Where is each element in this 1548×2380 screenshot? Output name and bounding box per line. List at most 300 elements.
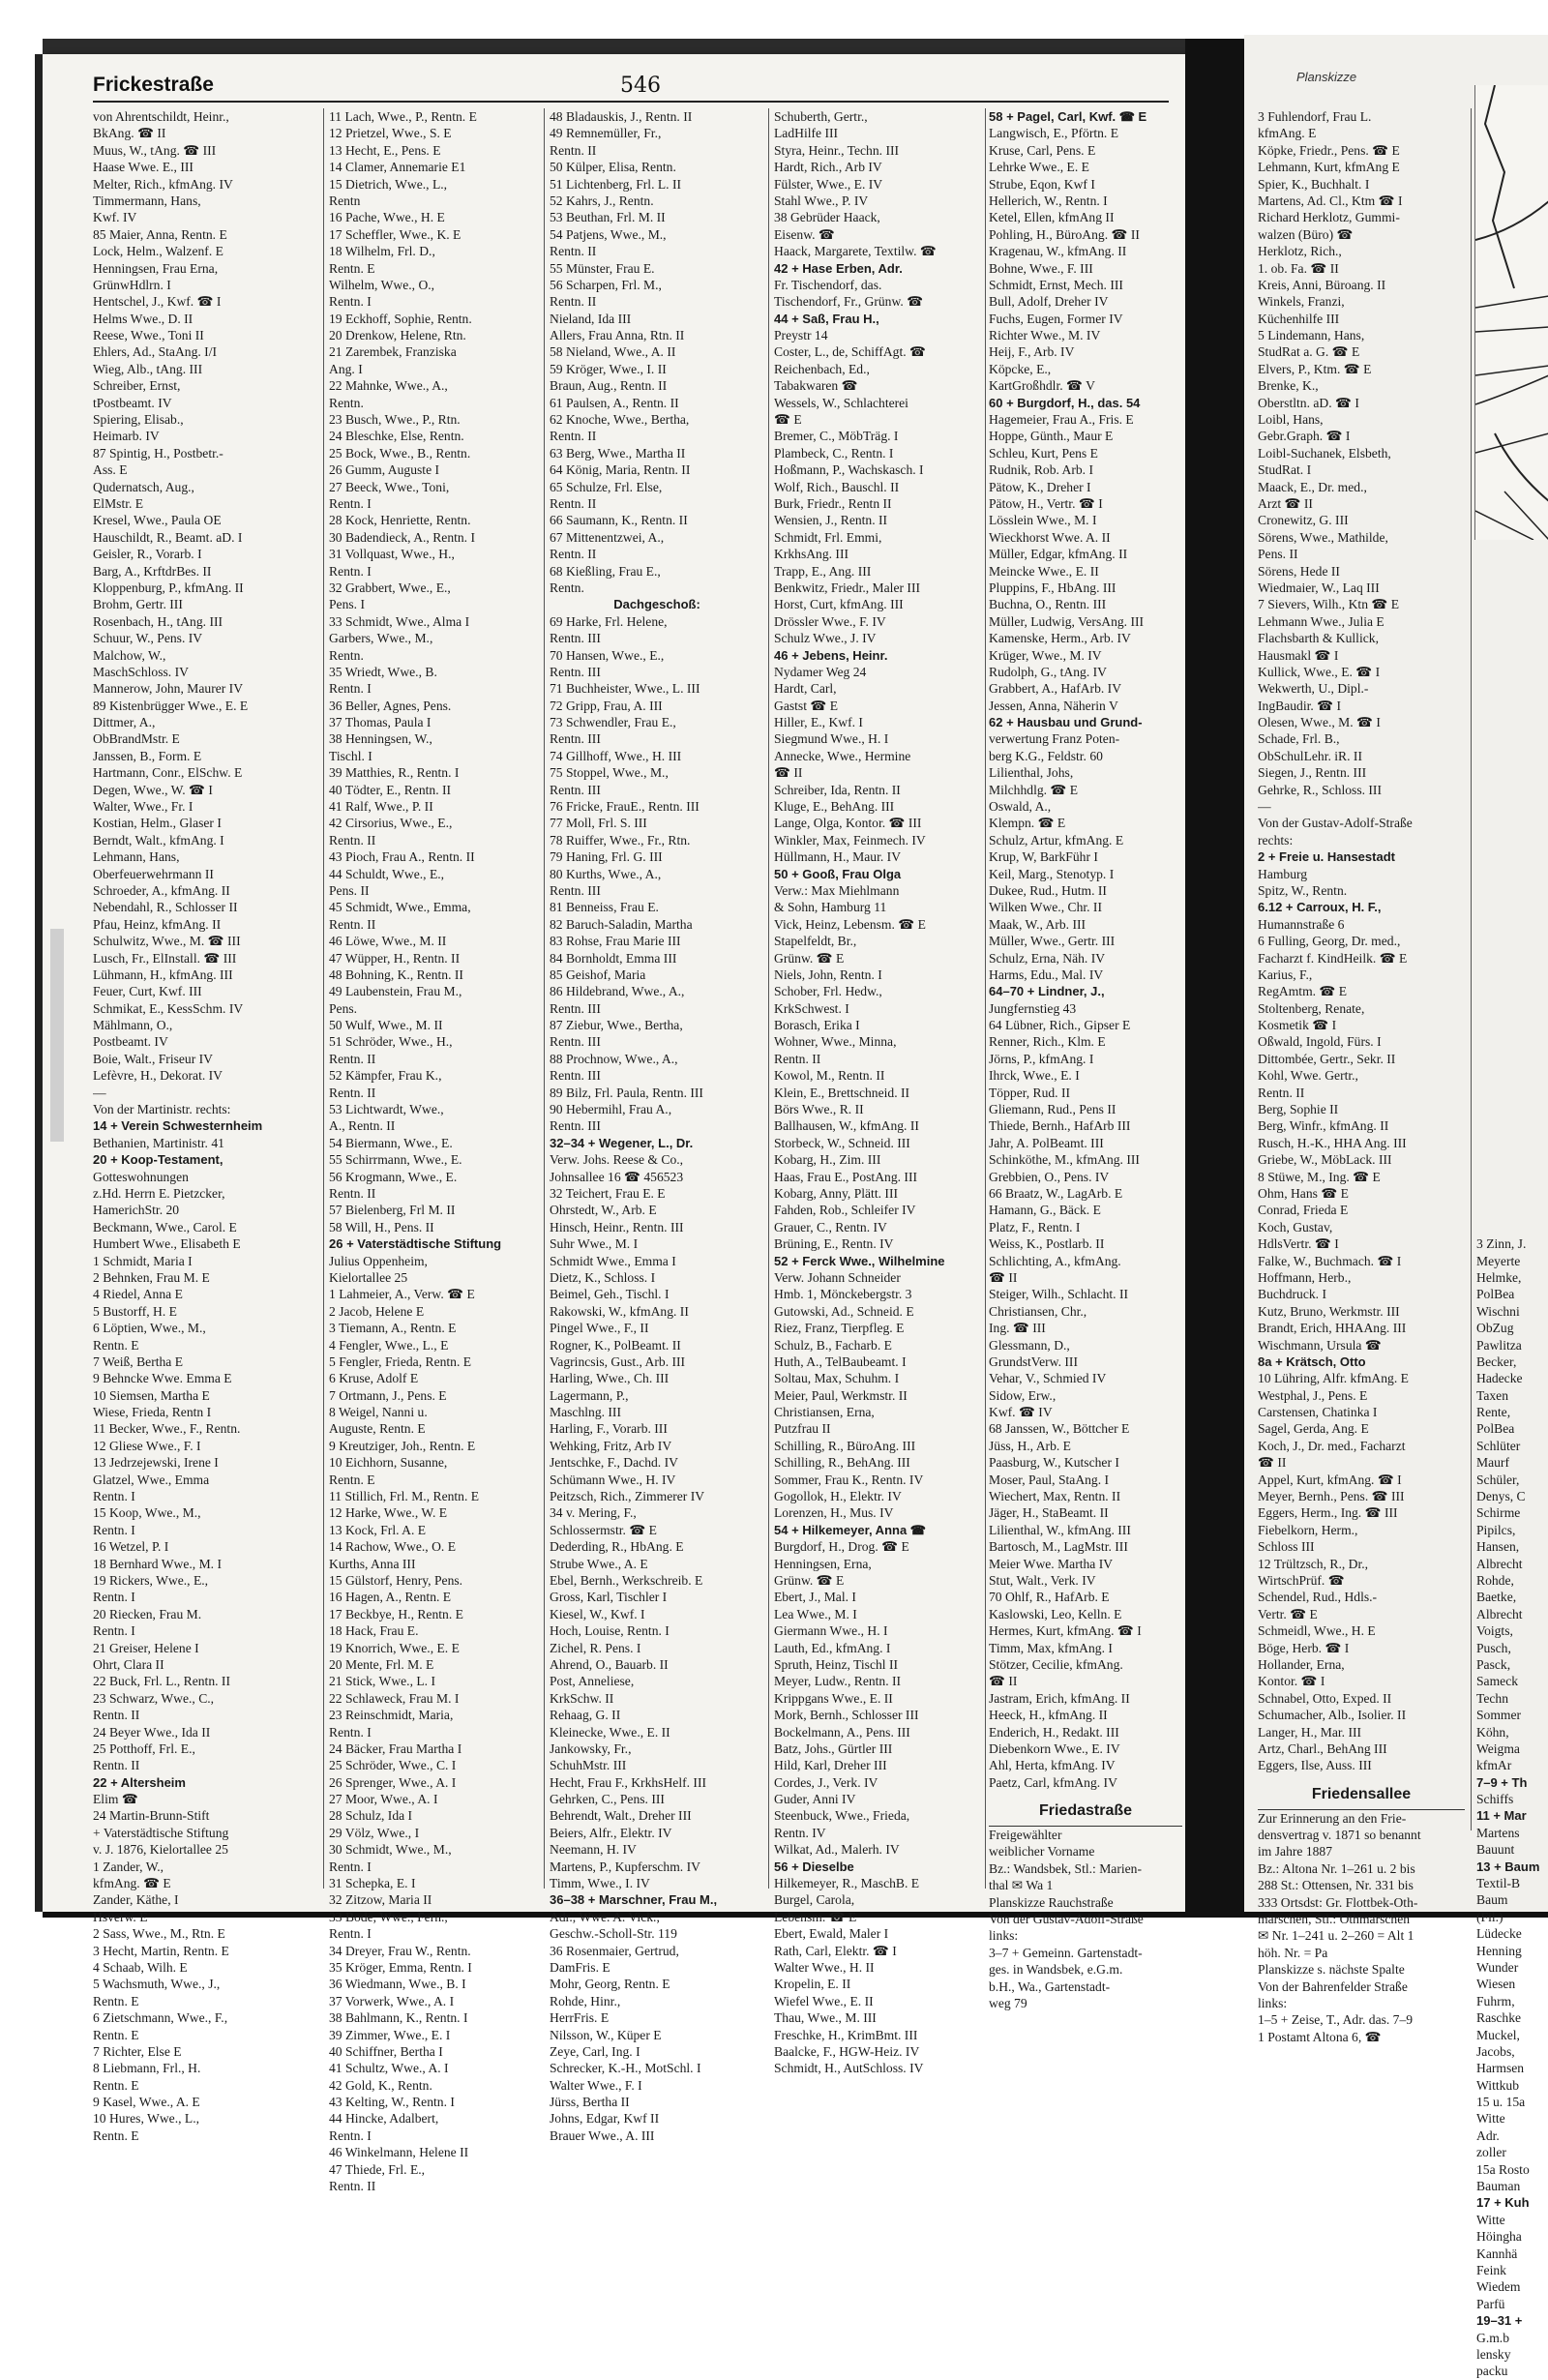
directory-entry: Kutz, Bruno, Werkmstr. III — [1258, 1303, 1400, 1319]
directory-entry: Müller, Ludwig, VersAng. III — [989, 613, 1145, 629]
directory-entry: Kohl, Wwe. Gertr., — [1258, 1068, 1358, 1084]
directory-entry: Lühmann, H., kfmAng. III — [93, 967, 233, 982]
directory-entry: Rentn. II — [550, 547, 597, 562]
directory-entry: ☎ II — [989, 1269, 1018, 1285]
directory-entry: Langwisch, E., Pförtn. E — [989, 126, 1119, 141]
directory-entry: Muus, W., tAng. ☎ III — [93, 142, 217, 158]
directory-entry: Gutowski, Ad., Schneid. E — [774, 1303, 914, 1319]
directory-entry: 68 Kießling, Frau E., — [550, 563, 661, 579]
directory-entry: Schnabel, Otto, Exped. II — [1258, 1690, 1392, 1706]
street-section-title: Friedastraße — [989, 1797, 1182, 1827]
directory-entry: Humbert Wwe., Elisabeth E — [93, 1236, 241, 1252]
directory-entry: Ang. I — [329, 361, 363, 376]
directory-entry: Auguste, Rentn. E — [329, 1421, 426, 1437]
directory-entry: Benkwitz, Friedr., Maler III — [774, 580, 920, 595]
directory-entry: Drössler Wwe., F. IV — [774, 613, 886, 629]
directory-entry: Rehaag, G. II — [550, 1708, 621, 1723]
directory-entry: Herklotz, Rich., — [1258, 244, 1342, 259]
page-number: 546 — [620, 74, 661, 98]
directory-entry: — — [93, 1085, 106, 1100]
directory-entry: 25 Schröder, Wwe., C. I — [329, 1758, 457, 1773]
directory-entry: PolBea — [1476, 1421, 1515, 1437]
directory-entry: 80 Kurths, Wwe., A., — [550, 866, 662, 881]
directory-entry: Rentn. II — [329, 1085, 376, 1100]
directory-entry: Kloppenburg, P., kfmAng. II — [93, 580, 244, 595]
directory-entry: Denys, C — [1476, 1489, 1526, 1504]
directory-entry: Schlossermstr. ☎ E — [550, 1522, 657, 1537]
directory-entry: Huth, A., TelBaubeamt. I — [774, 1354, 907, 1369]
directory-entry: Lusch, Fr., ElInstall. ☎ III — [93, 950, 237, 966]
directory-entry: Qudernatsch, Aug., — [93, 479, 194, 494]
directory-entry — [1476, 764, 1546, 781]
directory-entry — [1476, 680, 1546, 697]
column-3 — [550, 108, 764, 2144]
directory-entry: Rentn. I — [329, 1926, 372, 1942]
directory-entry: 49 Remnemüller, Fr., — [550, 126, 662, 141]
directory-entry: Putzfrau II — [774, 1421, 831, 1437]
directory-entry: Lebensm. ☎ E — [774, 1909, 857, 1924]
directory-entry: Plambeck, C., Rentn. I — [774, 445, 894, 461]
directory-entry: Töpper, Rud. II — [989, 1085, 1071, 1100]
directory-entry: Meincke Wwe., E. II — [989, 563, 1099, 579]
directory-entry: Bauman — [1476, 2179, 1521, 2194]
directory-entry: Nebendahl, R., Schlosser II — [93, 900, 238, 915]
directory-entry: 16 Wetzel, P. I — [93, 1539, 169, 1555]
directory-entry: ObSchulLehr. iR. II — [1258, 748, 1362, 763]
directory-entry: Maurf — [1476, 1455, 1509, 1471]
directory-entry: 32–34 + Wegener, L., Dr. — [550, 1135, 694, 1150]
directory-entry: Haas, Frau E., PostAng. III — [774, 1169, 917, 1184]
directory-entry: Vehar, V., Schmied IV — [989, 1371, 1107, 1386]
directory-entry: 20 Riecken, Frau M. — [93, 1606, 202, 1621]
directory-entry: 3 Fuhlendorf, Frau L. — [1258, 109, 1372, 124]
directory-entry: Braun, Aug., Rentn. II — [550, 378, 668, 394]
directory-entry: 78 Ruiffer, Wwe., Fr., Rtn. — [550, 832, 691, 848]
directory-entry: Schrecker, K.-H., MotSchl. I — [550, 2061, 701, 2076]
directory-entry: Rentn. II — [550, 142, 597, 158]
directory-entry: Schulz, B., Facharb. E — [774, 1337, 892, 1353]
column-4 — [774, 108, 981, 2077]
directory-entry: Giermann Wwe., H. I — [774, 1623, 888, 1639]
directory-entry: Hadecke — [1476, 1371, 1523, 1386]
directory-entry: Lauth, Ed., kfmAng. I — [774, 1640, 891, 1655]
directory-entry: 8 Liebmann, Frl., H. — [93, 2061, 201, 2076]
directory-entry: 15 u. 15a — [1476, 2095, 1526, 2110]
directory-entry: Rentn. I — [93, 1489, 135, 1504]
directory-entry: Wilken Wwe., Chr. II — [989, 900, 1102, 915]
directory-entry — [1476, 563, 1546, 580]
directory-entry: Müller, Edgar, kfmAng. II — [989, 547, 1128, 562]
directory-entry: Nydamer Weg 24 — [774, 664, 867, 679]
directory-entry: Müller, Wwe., Gertr. III — [989, 934, 1116, 949]
directory-entry: Kropelin, E. II — [774, 1977, 851, 1992]
directory-entry: Freschke, H., KrimBmt. III — [774, 2027, 918, 2042]
directory-entry: Trapp, E., Ang. III — [774, 563, 872, 579]
directory-entry: Rentn. I — [329, 294, 372, 310]
directory-entry: Behrendt, Walt., Dreher III — [550, 1808, 692, 1824]
directory-entry: Wilkat, Ad., Malerh. IV — [774, 1842, 900, 1858]
column-separator — [768, 108, 769, 1889]
directory-entry: ☎ E — [774, 412, 802, 428]
directory-entry: 62 Knoche, Wwe., Bertha, — [550, 412, 690, 428]
directory-entry: Jankowsky, Fr., — [550, 1740, 632, 1756]
directory-entry: 15 Dietrich, Wwe., L., — [329, 176, 448, 192]
directory-entry: 48 Bladauskis, J., Rentn. II — [550, 109, 693, 124]
directory-entry: Muckel, — [1476, 2027, 1520, 2042]
directory-entry: 17 Scheffler, Wwe., K. E — [329, 226, 461, 242]
directory-entry: Lilienthal, W., kfmAng. III — [989, 1522, 1131, 1537]
directory-entry: 52 Kämpfer, Frau K., — [329, 1068, 442, 1084]
directory-entry: 79 Haning, Frl. G. III — [550, 849, 663, 865]
street-section-line: 1–5 + Zeise, T., Adr. das. 7–9 — [1258, 2012, 1414, 2028]
directory-entry: Henningsen, Frau Erna, — [93, 260, 219, 276]
directory-entry: Hauschildt, R., Beamt. aD. I — [93, 529, 243, 545]
directory-entry: Wohner, Wwe., Minna, — [774, 1034, 897, 1050]
directory-entry: Steiger, Wilh., Schlacht. II — [989, 1287, 1129, 1302]
directory-entry: 11 + Mar — [1476, 1808, 1527, 1824]
directory-entry: Haase Wwe. E., III — [93, 160, 194, 175]
directory-entry: Hild, Karl, Dreher III — [774, 1758, 887, 1773]
directory-entry: Stut, Walt., Verk. IV — [989, 1572, 1096, 1588]
directory-entry — [1476, 1051, 1546, 1067]
directory-entry: Verw. Johann Schneider — [774, 1269, 901, 1285]
directory-entry: Spier, K., Buchhalt. I — [1258, 176, 1370, 192]
directory-entry: Schulz Wwe., J. IV — [774, 631, 877, 646]
directory-entry: Schuur, W., Pens. IV — [93, 631, 203, 646]
directory-entry: Eggers, Ilse, Auss. III — [1258, 1758, 1372, 1773]
directory-entry: Krup, W, BarkFühr I — [989, 849, 1098, 865]
directory-entry: 22 Schlaweck, Frau M. I — [329, 1690, 460, 1706]
directory-entry: 48 Bohning, K., Rentn. II — [329, 967, 463, 982]
directory-entry: Garbers, Wwe., M., — [329, 631, 433, 646]
directory-entry: Sommer, Frau K., Rentn. IV — [774, 1472, 924, 1487]
directory-entry: Spitz, W., Rentn. — [1258, 882, 1348, 898]
directory-entry: Rakowski, W., kfmAng. II — [550, 1303, 689, 1319]
directory-entry: Gehrken, C., Pens. III — [550, 1792, 665, 1807]
directory-entry: Wiesen — [1476, 1977, 1516, 1992]
directory-entry: kfmAng. ☎ E — [93, 1876, 171, 1891]
directory-entry: 34 v. Mering, F., — [550, 1505, 637, 1521]
directory-entry: Burk, Friedr., Rentn II — [774, 495, 892, 511]
street-section-line: Bz.: Altona Nr. 1–261 u. 2 bis — [1258, 1860, 1415, 1876]
directory-entry: Kontor. ☎ I — [1258, 1674, 1325, 1689]
directory-entry: Diebenkorn Wwe., E. IV — [989, 1740, 1120, 1756]
directory-entry: 36 Beller, Agnes, Pens. — [329, 698, 452, 713]
street-section-title: Friedensallee — [1258, 1780, 1465, 1810]
directory-entry: Kamenske, Herm., Arb. IV — [989, 631, 1131, 646]
directory-entry: Martens, P., Kupferschm. IV — [550, 1859, 700, 1874]
directory-entry: Wieckhorst Wwe. A. II — [989, 529, 1111, 545]
directory-entry: 89 Kistenbrügger Wwe., E. E — [93, 698, 249, 713]
directory-entry: Wensien, J., Rentn. II — [774, 513, 888, 528]
directory-entry: 4 Riedel, Anna E — [93, 1287, 183, 1302]
directory-entry: 46 Löwe, Wwe., M. II — [329, 934, 447, 949]
directory-entry: 66 Braatz, W., LagArb. E — [989, 1186, 1123, 1201]
directory-entry: Kluge, E., BehAng. III — [774, 799, 895, 815]
directory-entry: 35 Wriedt, Wwe., B. — [329, 664, 437, 679]
directory-entry: Rentn. II — [329, 2179, 376, 2194]
directory-entry: HdlsVertr. ☎ I — [1258, 1236, 1339, 1252]
directory-entry: 8a + Krätsch, Otto — [1258, 1354, 1366, 1369]
directory-entry: LadHilfe III — [774, 126, 839, 141]
directory-entry: Meier Wwe. Martha IV — [989, 1556, 1114, 1571]
directory-entry: Rentn. II — [550, 244, 597, 259]
directory-entry: Grünw. ☎ E — [774, 1572, 845, 1588]
directory-entry — [1476, 730, 1546, 747]
directory-entry: Schinköthe, M., kfmAng. III — [989, 1152, 1140, 1168]
directory-entry: Hartmann, Conr., ElSchw. E — [93, 765, 243, 781]
directory-entry: Maak, W., Arb. III — [989, 916, 1087, 932]
directory-entry: 7–9 + Th — [1476, 1774, 1528, 1790]
directory-entry: Post, Anneliese, — [550, 1674, 635, 1689]
directory-entry: Rentn. III — [550, 664, 601, 679]
directory-entry: Hardt, Carl, — [774, 681, 837, 697]
directory-entry: Eggers, Herm., Ing. ☎ III — [1258, 1505, 1398, 1521]
directory-entry: 6 Zietschmann, Wwe., F., — [93, 2010, 228, 2026]
directory-entry: 45 Schmidt, Wwe., Emma, — [329, 900, 471, 915]
directory-entry: 40 Schiffner, Bertha I — [329, 2043, 443, 2059]
directory-entry: WirtschPrüf. ☎ — [1258, 1572, 1345, 1588]
directory-entry: Enderich, H., Redakt. III — [989, 1724, 1119, 1740]
directory-entry: 4 Schaab, Wilh. E — [93, 1959, 188, 1975]
directory-entry: z.Hd. Herrn E. Pietzcker, — [93, 1186, 225, 1201]
directory-entry: 56 + Dieselbe — [774, 1859, 854, 1874]
directory-entry: Platz, F., Rentn. I — [989, 1219, 1081, 1235]
directory-entry — [1476, 950, 1546, 967]
directory-entry: 74 Gillhoff, Wwe., H. III — [550, 748, 682, 763]
directory-entry: (Fil.) — [1476, 1909, 1503, 1924]
directory-entry: Schmidt, H., AutSchloss. IV — [774, 2061, 924, 2076]
directory-entry — [1476, 1017, 1546, 1033]
directory-entry: Hamann, G., Bäck. E — [989, 1203, 1101, 1218]
directory-entry: 2 + Freie u. Hansestadt — [1258, 849, 1395, 865]
directory-entry: Appel, Kurt, kfmAng. ☎ I — [1258, 1472, 1402, 1487]
directory-entry: 1. ob. Fa. ☎ II — [1258, 260, 1339, 276]
directory-entry: 62 + Hausbau und Grund- — [989, 715, 1143, 730]
directory-entry: 64–70 + Lindner, J., — [989, 984, 1105, 999]
directory-entry: 37 Thomas, Paula I — [329, 715, 432, 730]
directory-entry: Sagel, Gerda, Ang. E — [1258, 1421, 1369, 1437]
directory-entry: Jacobs, — [1476, 2043, 1515, 2059]
directory-entry: 76 Fricke, FrauE., Rentn. III — [550, 799, 700, 815]
directory-entry: Paetz, Carl, kfmAng. IV — [989, 1774, 1117, 1790]
right-page-heading: Planskizze — [1296, 70, 1357, 84]
directory-entry: 28 Kock, Henriette, Rentn. — [329, 513, 471, 528]
directory-entry: Wiedem — [1476, 2279, 1521, 2295]
directory-entry: Sörens, Wwe., Mathilde, — [1258, 529, 1388, 545]
directory-entry: 31 Vollquast, Wwe., H., — [329, 547, 455, 562]
directory-entry: 77 Moll, Frl. S. III — [550, 816, 647, 831]
directory-entry: walzen (Büro) ☎ — [1258, 226, 1354, 242]
directory-entry: Richter Wwe., M. IV — [989, 328, 1101, 343]
directory-entry: Annecke, Wwe., Hermine — [774, 748, 911, 763]
directory-entry: 47 Wüpper, H., Rentn. II — [329, 950, 461, 966]
directory-entry: Börs Wwe., R. II — [774, 1102, 864, 1117]
directory-entry: 33 Schmidt, Wwe., Alma I — [329, 613, 470, 629]
directory-entry: 67 Mittenentzwei, A., — [550, 529, 665, 545]
directory-entry: MaschSchloss. IV — [93, 664, 189, 679]
directory-entry: Loibl, Hans, — [1258, 412, 1324, 428]
directory-entry: Hamburg — [1258, 866, 1308, 881]
directory-entry: Malchow, W., — [93, 647, 166, 663]
directory-entry: Bremer, C., MöbTräg. I — [774, 429, 899, 444]
directory-entry: Hellerich, W., Rentn. I — [989, 193, 1108, 208]
directory-entry: Moser, Paul, StaAng. I — [989, 1472, 1110, 1487]
directory-entry: 23 Busch, Wwe., P., Rtn. — [329, 412, 461, 428]
directory-entry: 87 Ziebur, Wwe., Bertha, — [550, 1018, 683, 1033]
directory-entry: Feink — [1476, 2263, 1506, 2277]
directory-entry: Weiss, K., Postlarb. II — [989, 1236, 1105, 1252]
directory-entry — [1476, 748, 1546, 764]
directory-entry: 72 Gripp, Frau, A. III — [550, 698, 663, 713]
directory-entry: lensky — [1476, 2346, 1511, 2362]
directory-entry: 59 Kröger, Wwe., I. II — [550, 361, 667, 376]
directory-entry: Lange, Olga, Kontor. ☎ III — [774, 816, 922, 831]
directory-entry — [1476, 630, 1546, 646]
directory-entry: + Vaterstädtische Stiftung — [93, 1825, 229, 1840]
directory-entry: Heeck, H., kfmAng. II — [989, 1708, 1108, 1723]
directory-entry: 53 Lichtwardt, Wwe., — [329, 1102, 444, 1117]
directory-entry: Wischmann, Ursula ☎ — [1258, 1337, 1382, 1353]
directory-entry: Rudolph, G., tAng. IV — [989, 664, 1107, 679]
directory-entry — [1476, 1000, 1546, 1017]
directory-entry: Hoppe, Günth., Maur E — [989, 429, 1114, 444]
directory-entry: Oswald, A., — [989, 799, 1052, 815]
directory-entry — [1476, 866, 1546, 882]
directory-entry: Berndt, Walt., kfmAng. I — [93, 832, 224, 848]
directory-entry: Timm, Wwe., I. IV — [550, 1876, 650, 1891]
directory-entry: Sörens, Hede II — [1258, 563, 1340, 579]
directory-entry: Rentn. II — [329, 832, 376, 848]
directory-entry: Rentn. E — [93, 2127, 139, 2143]
directory-entry: Rentn. II — [550, 495, 597, 511]
directory-entry: Adr. — [1476, 2127, 1500, 2143]
street-section-line: Freigewählter — [989, 1828, 1062, 1843]
directory-entry: 9 Behncke Wwe. Emma E — [93, 1371, 232, 1386]
directory-entry: Gehrke, R., Schloss. III — [1258, 782, 1382, 797]
directory-entry: Rentn. I — [329, 1724, 372, 1740]
directory-entry: Christiansen, Erna, — [774, 1405, 875, 1420]
directory-entry: Wiechert, Max, Rentn. II — [989, 1489, 1121, 1504]
directory-entry: Fiebelkorn, Herm., — [1258, 1522, 1358, 1537]
directory-entry: Peitzsch, Rich., Zimmerer IV — [550, 1489, 705, 1504]
directory-entry: Feuer, Curt, Kwf. III — [93, 984, 202, 999]
directory-entry: 7 Weiß, Bertha E — [93, 1354, 184, 1369]
directory-entry: 13 Hecht, E., Pens. E — [329, 142, 441, 158]
directory-entry — [1476, 1067, 1546, 1084]
directory-entry: Koch, J., Dr. med., Facharzt — [1258, 1438, 1406, 1453]
directory-entry — [1476, 916, 1546, 933]
directory-entry: Pawlitza — [1476, 1337, 1522, 1353]
directory-entry: 70 Ohlf, R., HafArb. E — [989, 1590, 1110, 1605]
directory-entry: Pasck, — [1476, 1656, 1511, 1672]
directory-entry: Verw.: Max Miehlmann — [774, 882, 900, 898]
directory-entry: Köpcke, E., — [989, 361, 1052, 376]
directory-entry: Becker, — [1476, 1354, 1517, 1369]
directory-entry — [1476, 1135, 1546, 1151]
directory-entry: Oberfeuerwehrmann II — [93, 866, 214, 881]
street-section-line: 3–7 + Gemeinn. Gartenstadt- — [989, 1945, 1143, 1960]
directory-entry: Ehlers, Ad., StaAng. I/I — [93, 344, 217, 360]
directory-entry: Degen, Wwe., W. ☎ I — [93, 782, 213, 797]
column-6 — [1258, 108, 1465, 2045]
directory-entry: Bockelmann, A., Pens. III — [774, 1724, 910, 1740]
directory-entry: Fr. Tischendorf, das. — [774, 277, 882, 292]
directory-entry: 35 Kröger, Emma, Rentn. I — [329, 1959, 472, 1975]
directory-entry: Rentn. III — [550, 1000, 601, 1016]
directory-entry: Kullick, Wwe., E. ☎ I — [1258, 664, 1381, 679]
directory-entry: 13 Jedrzejewski, Irene I — [93, 1455, 219, 1471]
directory-entry: Julius Oppenheim, — [329, 1253, 428, 1268]
directory-entry: KartGroßhdlr. ☎ V — [989, 378, 1095, 394]
directory-entry: Karius, F., — [1258, 967, 1313, 982]
directory-entry: 44 + Saß, Frau H., — [774, 311, 879, 326]
directory-entry: 10 Eichhorn, Susanne, — [329, 1455, 448, 1471]
directory-entry — [1476, 596, 1546, 612]
directory-entry: Janssen, B., Form. E — [93, 748, 202, 763]
directory-entry: 15a Rosto — [1476, 2161, 1530, 2177]
directory-entry: ElMstr. E — [93, 495, 144, 511]
directory-entry: Rentn. E — [329, 260, 375, 276]
directory-entry: Rentn. II — [774, 1051, 821, 1066]
directory-entry: Rentn. III — [550, 1068, 601, 1084]
directory-entry: Rohde, Hinr., — [550, 1993, 621, 2008]
directory-entry: 51 Schröder, Wwe., H., — [329, 1034, 453, 1050]
directory-entry: Loibl-Suchanek, Elsbeth, — [1258, 445, 1391, 461]
directory-entry: 9 Kasel, Wwe., A. E — [93, 2095, 200, 2110]
directory-entry: Schmidt, Frl. Emmi, — [774, 529, 882, 545]
directory-entry: Rentn. I — [93, 1590, 135, 1605]
directory-entry: Geschw.-Scholl-Str. 119 — [550, 1926, 677, 1942]
directory-entry: Schuberth, Gertr., — [774, 109, 868, 124]
directory-entry: 6 Löptien, Wwe., M., — [93, 1321, 206, 1336]
directory-entry: G.m.b — [1476, 2330, 1509, 2345]
directory-entry: 49 Laubenstein, Frau M., — [329, 984, 462, 999]
directory-entry — [1476, 613, 1546, 630]
street-section-line: 288 St.: Ottensen, Nr. 331 bis — [1258, 1878, 1414, 1893]
directory-entry: Rath, Carl, Elektr. ☎ I — [774, 1943, 897, 1958]
directory-entry: Jahr, A. PolBeamt. III — [989, 1135, 1104, 1150]
street-section-line: weiblicher Vorname — [989, 1844, 1095, 1859]
directory-entry: Hiller, E., Kwf. I — [774, 715, 863, 730]
directory-entry: Mohr, Georg, Rentn. E — [550, 1977, 670, 1992]
directory-entry: 42 Gold, K., Rentn. — [329, 2077, 432, 2093]
directory-entry: Albrecht — [1476, 1556, 1523, 1571]
directory-entry: 38 Gebrüder Haack, — [774, 210, 880, 225]
directory-entry: Baum — [1476, 1892, 1508, 1908]
directory-entry: Oßwald, Ingold, Fürs. I — [1258, 1034, 1382, 1050]
directory-entry: Krippgans Wwe., E. II — [774, 1690, 893, 1706]
directory-entry: Rentn. II — [93, 1708, 140, 1723]
directory-entry: Meyer, Bernh., Pens. ☎ III — [1258, 1489, 1405, 1504]
directory-entry: 24 Martin-Brunn-Stift — [93, 1808, 210, 1824]
column-separator — [323, 108, 324, 1889]
directory-entry: kfmAr — [1476, 1758, 1512, 1773]
directory-entry: Facharzt f. KindHeilk. ☎ E — [1258, 950, 1408, 966]
directory-entry: Weigma — [1476, 1740, 1520, 1756]
directory-entry: Buchdruck. I — [1258, 1287, 1326, 1302]
directory-entry: Wiese, Frieda, Rentn I — [93, 1405, 212, 1420]
directory-entry: Beiers, Alfr., Elektr. IV — [550, 1825, 672, 1840]
directory-entry: Wekwerth, U., Dipl.- — [1258, 681, 1369, 697]
directory-entry: Techn — [1476, 1690, 1509, 1706]
directory-entry: 25 Potthoff, Frl. E., — [93, 1740, 195, 1756]
column-separator — [1471, 108, 1472, 1830]
directory-entry: 7 Richter, Else E — [93, 2043, 182, 2059]
directory-entry — [1476, 832, 1546, 848]
directory-entry: 3 Hecht, Martin, Rentn. E — [93, 1943, 229, 1958]
directory-entry: Von der Martinistr. rechts: — [93, 1102, 231, 1117]
